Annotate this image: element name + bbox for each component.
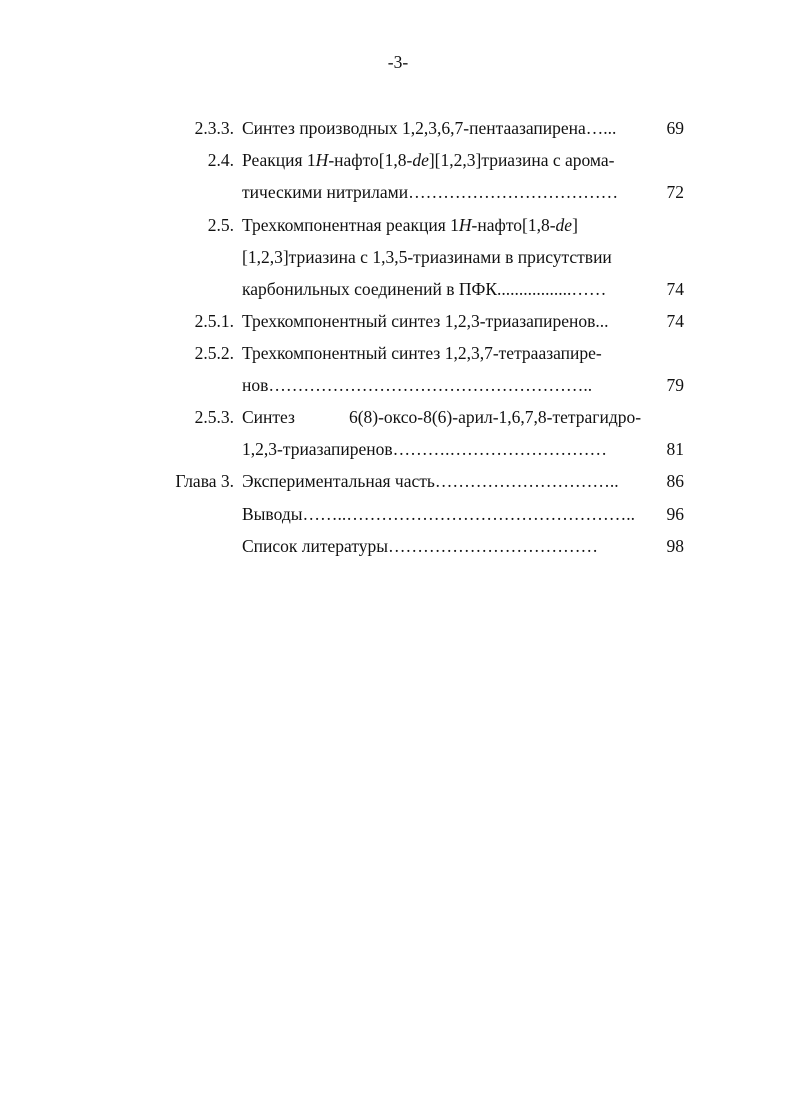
toc-entry-2-5-3-cont xyxy=(0,437,796,461)
toc-entry-number: 2.5.1. xyxy=(194,311,234,331)
toc-entry-title-continuation: 1,2,3-триазапиренов……….……………………… xyxy=(242,439,608,459)
toc-entry-2-5-3[interactable] xyxy=(0,405,796,429)
toc-entry-number: 2.5. xyxy=(207,215,234,235)
toc-entry-conclusions[interactable] xyxy=(0,502,796,526)
toc-entry-page: 72 xyxy=(666,182,684,202)
toc-entry-2-5-2-cont xyxy=(0,373,796,397)
toc-entry-number: 2.5.2. xyxy=(194,343,234,363)
toc-entry-2-5[interactable] xyxy=(0,213,796,237)
toc-entry-chapter-3[interactable] xyxy=(0,469,796,493)
toc-entry-page: 74 xyxy=(666,279,684,299)
toc-entry-2-3-3[interactable] xyxy=(0,116,796,140)
toc-entry-title: Синтез 6(8)-оксо-8(6)-арил-1,6,7,8-тетрагидро- xyxy=(242,407,642,427)
toc-entry-number: Глава 3. xyxy=(175,471,234,491)
toc-entry-title: Выводы……..………………………………………….. xyxy=(242,504,635,524)
toc-entry-title-continuation: [1,2,3]триазина с 1,3,5-триазинами в присутствии xyxy=(242,247,612,267)
toc-entry-2-5-cont1 xyxy=(0,245,796,269)
toc-entry-page: 98 xyxy=(666,536,684,556)
toc-entry-2-4-cont xyxy=(0,180,796,204)
toc-entry-title: Трехкомпонентный синтез 1,2,3-триазапиренов... xyxy=(242,311,609,331)
toc-entry-references[interactable] xyxy=(0,534,796,558)
toc-entry-number: 2.4. xyxy=(207,150,234,170)
toc-entry-title: Список литературы……………………………… xyxy=(242,536,599,556)
toc-entry-page: 86 xyxy=(666,471,684,491)
toc-entry-title-continuation: карбонильных соединений в ПФК.................…… xyxy=(242,279,607,299)
toc-entry-title: Реакция 1H-нафто[1,8-de][1,2,3]триазина с арома- xyxy=(242,150,615,170)
toc-entry-title: Трехкомпонентная реакция 1H-нафто[1,8-de] xyxy=(242,215,578,235)
toc-entry-page: 81 xyxy=(666,439,684,459)
toc-entry-page: 69 xyxy=(666,118,684,138)
toc-entry-title: Экспериментальная часть………………………….. xyxy=(242,471,619,491)
toc-entry-2-4[interactable] xyxy=(0,148,796,172)
toc-entry-page: 74 xyxy=(666,311,684,331)
toc-entry-title-continuation: тическими нитрилами……………………………… xyxy=(242,182,619,202)
toc-entry-2-5-2[interactable] xyxy=(0,341,796,365)
toc-entry-2-5-1[interactable] xyxy=(0,309,796,333)
toc-entry-number: 2.3.3. xyxy=(194,118,234,138)
toc-entry-title: Синтез производных 1,2,3,6,7-пентаазапирена…... xyxy=(242,118,617,138)
page-number: -3- xyxy=(387,52,409,72)
toc-entry-title: Трехкомпонентный синтез 1,2,3,7-тетраазапире- xyxy=(242,343,602,363)
toc-entry-2-5-cont2 xyxy=(0,277,796,301)
toc-entry-number: 2.5.3. xyxy=(194,407,234,427)
toc-entry-page: 79 xyxy=(666,375,684,395)
toc-entry-title-continuation: нов……………………………………………….. xyxy=(242,375,593,395)
toc-entry-page: 96 xyxy=(666,504,684,524)
